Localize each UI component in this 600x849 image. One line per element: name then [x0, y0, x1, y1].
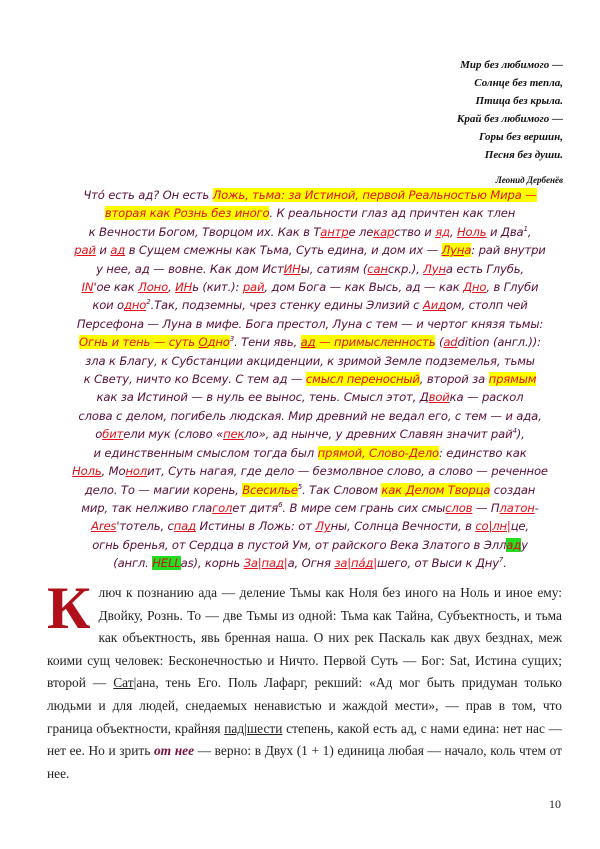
text-run: ка — раскол: [449, 390, 524, 405]
footnote-ref: 2: [146, 298, 151, 307]
text-run: Истины в Ложь: от: [196, 519, 316, 534]
underlined-keyword: ad: [443, 335, 458, 350]
footnote-ref: 3: [229, 335, 235, 344]
poem-line: [40, 425, 580, 443]
text-run: степень, какой есть ад, с нами едина: нет нас — нет ее. Но и зрить: [47, 720, 562, 759]
text-run: : рай внутри: [471, 243, 546, 258]
poem-line: [40, 462, 580, 480]
text-run: а, Огня: [287, 556, 335, 571]
text-run: .Так, подземны, чрез стенку едины Элизий с: [150, 298, 423, 313]
text-run: ет дитя: [232, 500, 279, 515]
text-run: мир, так нелживо гла: [81, 500, 213, 515]
highlighted-phrase: а: [464, 243, 472, 258]
text-run: и Два: [486, 224, 524, 239]
text-run: скр.),: [387, 261, 424, 276]
poem-line: [40, 444, 580, 462]
poem-line: [40, 499, 580, 517]
text-run: . В мире сем грань сих смы: [282, 500, 446, 515]
text-run: зла к Благу, к Субстанции акциденции, к зримой Земле подземелья, тьмы: [85, 353, 535, 368]
underlined-keyword: пад: [173, 519, 197, 534]
poem-line: [40, 352, 580, 370]
text-run: кои о: [92, 298, 125, 313]
underlined-keyword: сан: [367, 261, 388, 276]
text-run: ь (кит.):: [192, 280, 243, 295]
text-run: .: [503, 556, 507, 571]
poem-line: [40, 388, 580, 406]
text-run: создан: [490, 482, 536, 497]
text-run: люч к познанию ада — деление Тьмы как Ноля без иного на Ноль и иное ему: Двойку, Рознь. То — две Тьмы из одной: Тьма как Тайна, Субъектность, и тьма как объектность, явь бренная наша. О них рек Паскаль как двух безднах, меж коими сущ человек: Бесконечностью и Ничто. Первой Суть — Бог: Sat, Истина сущих; второй —: [47, 585, 562, 691]
emphasis: от нее: [153, 743, 195, 759]
text-run: : единство как: [438, 445, 527, 460]
underlined-keyword: Ноль: [72, 464, 102, 479]
green-highlight: HELL: [152, 556, 181, 571]
epigraph-line: Край без любимого —: [456, 113, 563, 125]
text-run: , в Глуби: [486, 280, 539, 295]
text-run: ны, Солнца Вечности, в: [330, 519, 476, 534]
text-run: ана, тень Его. Поль Лафарг, рекший: «Ад мог быть придуман только людьми и для людей, снедаемых ненавистью и жаждой мести», — прав в том, что граница объектности, крайняя: [47, 675, 562, 736]
text-run: as), корнь: [180, 556, 244, 571]
text-run: 'ое как: [93, 280, 139, 295]
text-run: ),: [516, 427, 525, 442]
underlined-keyword: Ares: [91, 519, 117, 534]
text-run: . К реальности глаз ад причтен как тлен: [269, 206, 516, 221]
epigraph-line: Мир без любимого —: [460, 59, 563, 71]
poem-line: [40, 554, 580, 572]
underlined-keyword: гол: [212, 500, 233, 515]
footnote-ref: 4: [512, 427, 517, 436]
footnote-ref: 6: [278, 501, 283, 510]
text-run: , дом Бога — как Высь, ад — как: [264, 280, 464, 295]
text-run: , второй за: [419, 372, 489, 387]
text-run: ство и: [394, 224, 436, 239]
highlighted-phrase: дно: [207, 335, 230, 350]
text-run: о: [95, 427, 103, 442]
text-run: Что́ есть ад? Он есть: [83, 188, 213, 202]
highlighted-phrase: прямой, Слово-Дело: [317, 445, 439, 460]
text-run: и: [95, 243, 111, 258]
highlighted-phrase: смысл переносный: [305, 372, 420, 387]
text-run: слова с делом, погибель людская. Мир древний не ведал его, с тем — и ада,: [78, 408, 542, 423]
poem-line: [40, 186, 580, 204]
epigraph-line: Солнце без тепла,: [474, 77, 563, 89]
poem-line: [40, 333, 580, 351]
poem-line: [40, 407, 580, 425]
underlined-keyword: антр: [320, 224, 349, 239]
body-paragraph: [47, 575, 563, 785]
text-run: (англ.: [113, 556, 153, 571]
text-run: дело. То — магии корень,: [84, 482, 243, 497]
epigraph-line: Горы без вершин,: [478, 131, 563, 143]
epigraph: [457, 56, 563, 189]
text-run: ,: [449, 224, 457, 239]
text-run: ло», ад нынче, у древних Славян значит рай: [244, 427, 513, 442]
green-highlight: ад: [506, 537, 522, 552]
text-run: це,: [510, 519, 529, 534]
poem-line: [40, 517, 580, 535]
text-run: ели мук (слово «: [123, 427, 224, 442]
text-run: в Сущем смежны как Тьма, Суть едина, и дом их —: [125, 243, 442, 258]
poem-line: [40, 296, 580, 314]
highlighted-phrase: Огнь и тень — суть: [79, 335, 199, 350]
text-run: ит, Суть нагая, где дело — безмолвное слово, а слово — реченное: [147, 464, 548, 479]
underlined-keyword: Лоно: [138, 280, 169, 295]
text-run: — верно: в Двух (1 + 1) единица любая — начало, коль чтем от нее.: [47, 743, 563, 781]
underlined-keyword: латон: [499, 500, 535, 515]
text-run: , Мо: [101, 464, 126, 479]
underlined-keyword: дно: [124, 298, 147, 313]
text-run: 'тотель, с: [116, 519, 174, 534]
underlined-keyword: ИН: [175, 280, 193, 295]
poem-line: [40, 481, 580, 499]
page-number: 10: [549, 797, 561, 811]
highlighted-phrase: прямым: [488, 372, 537, 387]
highlighted-keyword: ад: [300, 335, 316, 350]
text-run: у нее, ад — вовне. Как дом Ист: [96, 261, 284, 276]
underlined-keyword: Аид: [422, 298, 446, 313]
underlined-keyword: Лу: [315, 519, 331, 534]
poem-line: [40, 370, 580, 388]
highlighted-phrase: как Делом Творца: [381, 482, 491, 497]
highlighted-phrase: Всесилье: [242, 482, 298, 497]
underlined-keyword: За|пад|: [243, 556, 288, 571]
text-run: . Так Словом: [302, 482, 382, 497]
poem-line: [40, 315, 580, 333]
poem-line: [40, 278, 580, 296]
poem-line: [40, 241, 580, 259]
text-run: . Тени явь,: [234, 335, 301, 350]
underlined-keyword: Лун: [423, 261, 446, 276]
epigraph-line: Птица без крыла.: [475, 95, 563, 107]
highlighted-keyword: Лун: [441, 243, 465, 258]
text-run: к Свету, ничто ко Всему. С тем ад —: [83, 372, 306, 387]
text-run: (: [435, 335, 444, 350]
underlined-keyword: IN: [81, 280, 94, 295]
text-run: и единственным смыслом тогда был: [93, 445, 318, 460]
footnote-ref: 7: [498, 556, 504, 565]
underlined-keyword: ад: [110, 243, 126, 258]
text-run: — П: [472, 500, 500, 515]
underlined-keyword: яд: [435, 224, 450, 239]
underlined-word: Сат|: [113, 675, 137, 691]
text-run: а есть Глубь,: [445, 261, 524, 276]
underlined-keyword: ИН: [283, 261, 301, 276]
underlined-keyword: рай: [242, 280, 265, 295]
text-run: Персефона — Луна в мифе. Бога престол, Луна с тем — и чертог князя тьмы:: [76, 316, 544, 331]
text-run: шего, от Выси к Дну: [377, 556, 499, 571]
text-run: огнь бренья, от Сердца в пустой Ум, от райского Века Златого в Элл: [92, 537, 507, 552]
drop-cap: К: [47, 575, 91, 641]
text-run: ом, столп чей: [445, 298, 528, 313]
poem-line: [40, 260, 580, 278]
highlighted-phrase: вторая как Рознь без иного: [104, 206, 270, 221]
highlighted-phrase: — примысленность: [315, 335, 436, 350]
text-run: dition (англ.)):: [457, 335, 541, 350]
text-run: ,: [168, 280, 176, 295]
underlined-keyword: вой: [428, 390, 450, 405]
underlined-keyword: бит: [102, 427, 124, 442]
highlighted-phrase: Ложь, тьма: за Истиной, первой Реальностью Мира —: [212, 188, 537, 202]
poem-line: [40, 204, 580, 222]
text-run: ,: [527, 224, 532, 239]
highlighted-keyword: О: [198, 335, 208, 350]
underlined-keyword: за|па́д|: [334, 556, 378, 571]
underlined-keyword: слов: [445, 500, 473, 515]
underlined-keyword: Дно: [463, 280, 487, 295]
text-run: е ле: [348, 224, 374, 239]
text-run: -: [534, 500, 539, 515]
underlined-keyword: Ноль: [456, 224, 487, 239]
footnote-ref: 5: [297, 482, 303, 491]
poem-line: [40, 223, 580, 241]
text-run: как за Истиной — в нуль ее вынос, тень. Смысл этот, Д: [96, 390, 429, 405]
underlined-word: пад|шести: [224, 720, 283, 736]
epigraph-line: Песня без души.: [484, 149, 563, 161]
poem: [40, 186, 580, 573]
text-run: ы, сатиям (: [300, 261, 368, 276]
text-run: к Вечности Богом, Творцом их. Как в Т: [88, 224, 321, 239]
underlined-keyword: пек: [223, 427, 245, 442]
epigraph-author: Леонид Дербенёв: [495, 175, 563, 185]
underlined-keyword: нол: [125, 464, 148, 479]
footnote-ref: 1: [523, 224, 528, 233]
text-run: у: [521, 537, 528, 552]
underlined-keyword: кар: [373, 224, 395, 239]
poem-line: [40, 536, 580, 554]
underlined-keyword: со|лн|: [475, 519, 511, 534]
underlined-keyword: рай: [74, 243, 96, 258]
